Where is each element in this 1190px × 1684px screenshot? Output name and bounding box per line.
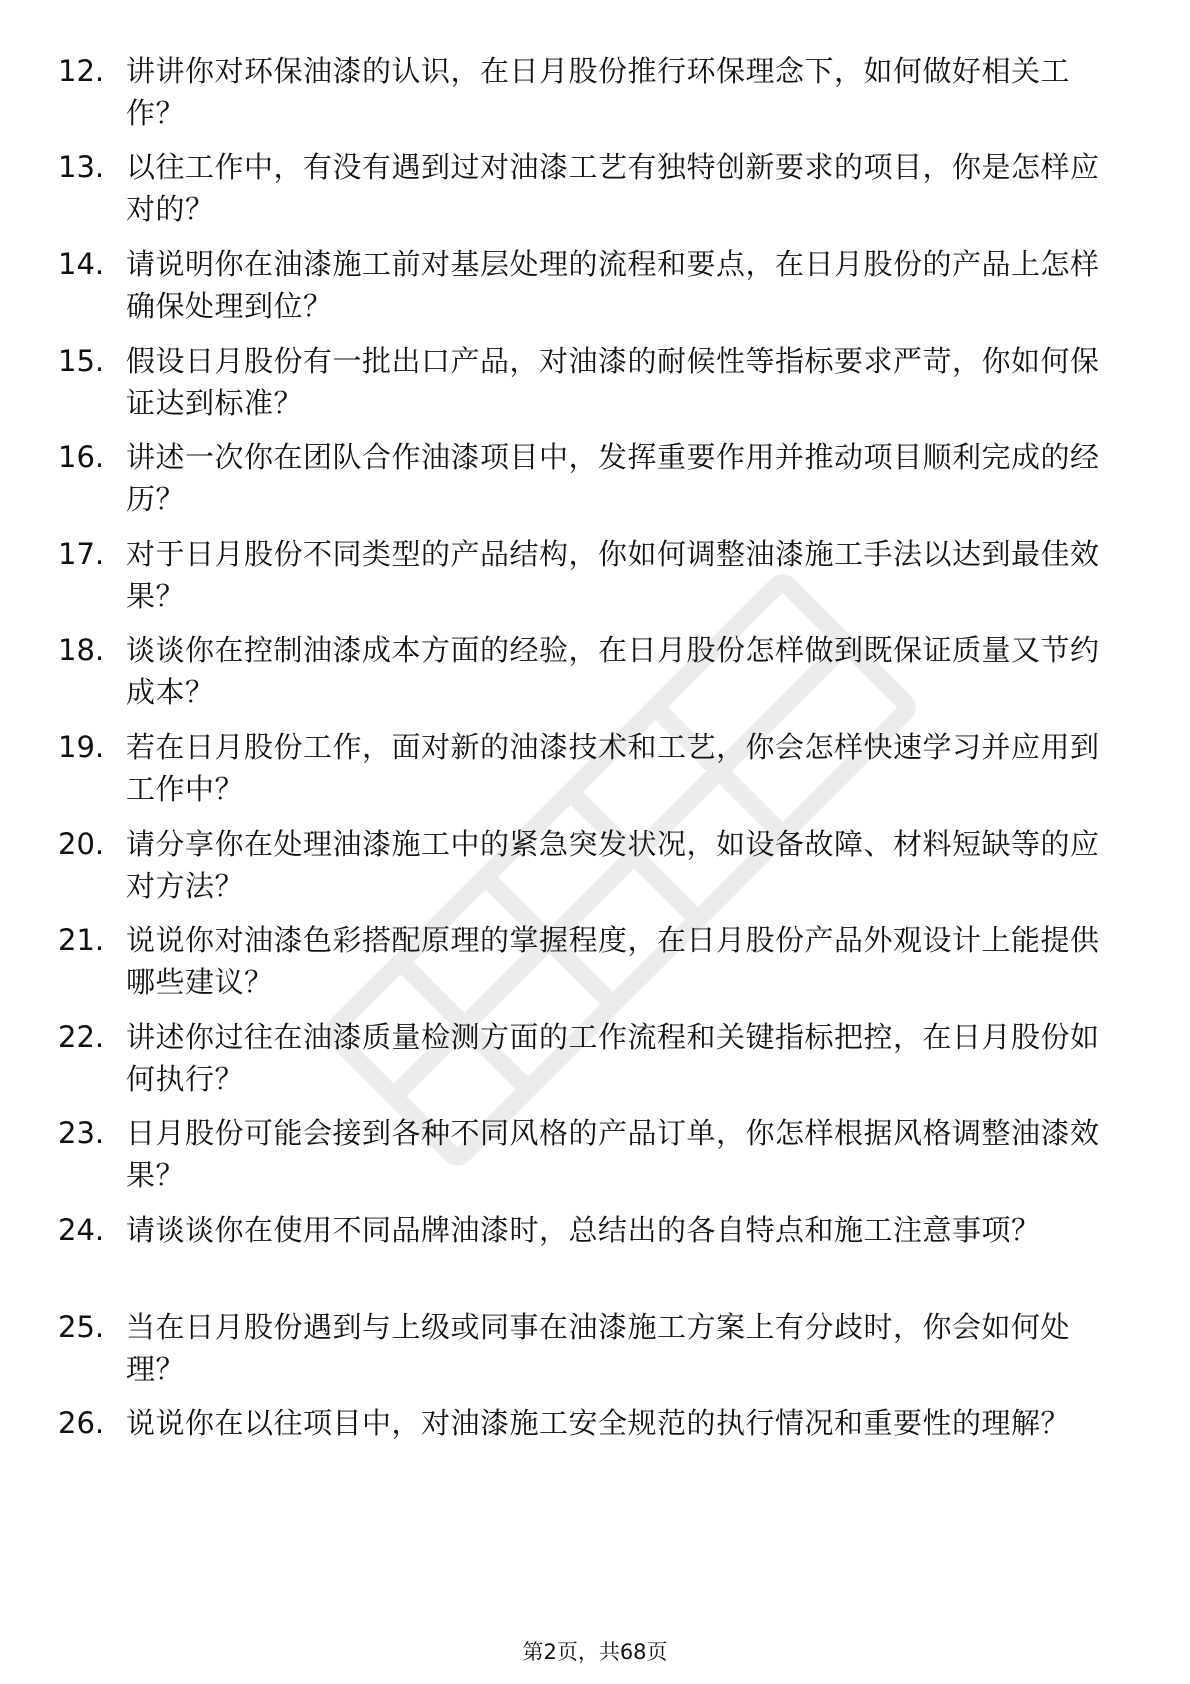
- question-item: [0, 1402, 1190, 1502]
- question-text: 谈谈你在控制油漆成本方面的经验，在日月股份怎样做到既保证质量又节约成本？: [126, 633, 1100, 709]
- question-item: [0, 726, 1190, 826]
- question-number: 18.: [58, 633, 105, 667]
- question-item: [0, 243, 1190, 343]
- question-item: [0, 533, 1190, 633]
- question-number: 17.: [58, 537, 105, 571]
- question-number: 13.: [58, 150, 105, 184]
- question-item: [0, 823, 1190, 923]
- question-item: [0, 340, 1190, 440]
- question-text: 假设日月股份有一批出口产品，对油漆的耐候性等指标要求严苛，你如何保证达到标准？: [126, 344, 1100, 420]
- question-number: 14.: [58, 247, 105, 281]
- question-item: [0, 436, 1190, 536]
- question-item: [0, 1016, 1190, 1116]
- question-item: [0, 1112, 1190, 1212]
- question-number: 25.: [58, 1310, 105, 1344]
- question-number: 12.: [58, 54, 105, 88]
- question-text: 请说明你在油漆施工前对基层处理的流程和要点，在日月股份的产品上怎样确保处理到位？: [126, 247, 1100, 323]
- question-number: 26.: [58, 1406, 105, 1440]
- question-number: 24.: [58, 1213, 105, 1247]
- question-text: 说说你对油漆色彩搭配原理的掌握程度，在日月股份产品外观设计上能提供哪些建议？: [126, 923, 1100, 999]
- question-number: 20.: [58, 827, 105, 861]
- question-number: 15.: [58, 344, 105, 378]
- question-text: 对于日月股份不同类型的产品结构，你如何调整油漆施工手法以达到最佳效果？: [126, 537, 1100, 613]
- question-text: 讲讲你对环保油漆的认识，在日月股份推行环保理念下，如何做好相关工作？: [126, 54, 1071, 130]
- question-item: [0, 629, 1190, 729]
- question-text: 以往工作中，有没有遇到过对油漆工艺有独特创新要求的项目，你是怎样应对的？: [126, 150, 1100, 226]
- question-text: 讲述你过往在油漆质量检测方面的工作流程和关键指标把控，在日月股份如何执行？: [126, 1020, 1100, 1096]
- question-item: [0, 50, 1190, 150]
- question-item: [0, 1306, 1190, 1406]
- question-text: 当在日月股份遇到与上级或同事在油漆施工方案上有分歧时，你会如何处理？: [126, 1310, 1071, 1386]
- question-item: [0, 919, 1190, 1019]
- question-number: 21.: [58, 923, 105, 957]
- page-indicator: 第2页，共68页: [522, 1640, 668, 1664]
- question-text: 日月股份可能会接到各种不同风格的产品订单，你怎样根据风格调整油漆效果？: [126, 1116, 1100, 1192]
- question-number: 16.: [58, 440, 105, 474]
- question-number: 23.: [58, 1116, 105, 1150]
- question-text: 请分享你在处理油漆施工中的紧急突发状况，如设备故障、材料短缺等的应对方法？: [126, 827, 1100, 903]
- question-text: 讲述一次你在团队合作油漆项目中，发挥重要作用并推动项目顺利完成的经历？: [126, 440, 1100, 516]
- question-number: 19.: [58, 730, 105, 764]
- question-item: [0, 146, 1190, 246]
- question-number: 22.: [58, 1020, 105, 1054]
- question-text: 说说你在以往项目中，对油漆施工安全规范的执行情况和重要性的理解？: [126, 1406, 1071, 1440]
- question-text: 若在日月股份工作，面对新的油漆技术和工艺，你会怎样快速学习并应用到工作中？: [126, 730, 1100, 806]
- question-item: [0, 1209, 1190, 1309]
- question-text: 请谈谈你在使用不同品牌油漆时，总结出的各自特点和施工注意事项？: [126, 1213, 1041, 1247]
